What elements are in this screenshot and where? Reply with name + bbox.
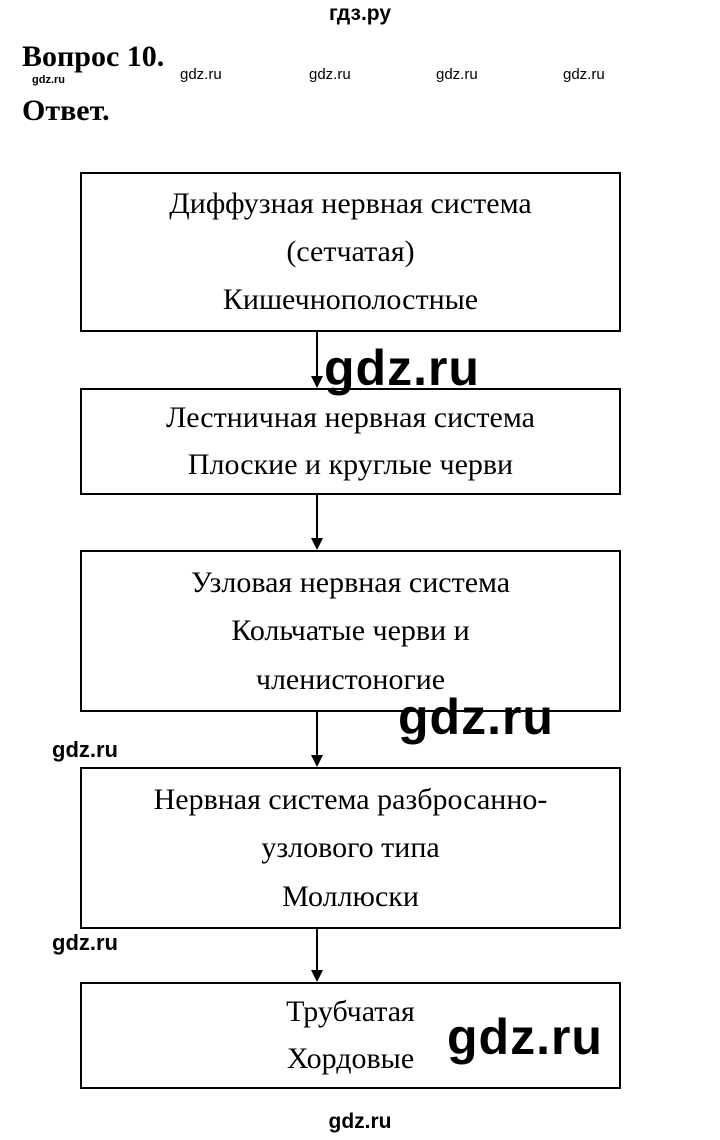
arrow-down-icon — [309, 495, 325, 550]
box-line: (сетчатая) — [286, 235, 415, 268]
box-line: Диффузная нервная система — [169, 187, 532, 220]
box-line: членистоногие — [255, 662, 446, 696]
box-line: Моллюски — [282, 879, 419, 913]
diagram-box-diffuse — [80, 172, 621, 332]
box-line: Узловая нервная система — [190, 565, 511, 599]
arrow-down-icon — [309, 712, 325, 767]
diagram-box-scattered-nodal — [80, 767, 621, 929]
box-line: Трубчатая — [286, 995, 415, 1029]
diagram-box-ladder — [80, 388, 621, 495]
box-line: узлового типа — [261, 831, 440, 864]
watermark-small: gdz.ru — [563, 66, 605, 83]
site-footer: gdz.ru — [328, 1110, 392, 1133]
box-line: Кольчатые черви и — [231, 614, 470, 647]
watermark-big: gdz.ru — [447, 1009, 603, 1065]
watermark-small: gdz.ru — [180, 66, 222, 83]
watermark-mid: gdz.ru — [52, 930, 118, 955]
box-line: Нервная система разбросанно- — [153, 782, 548, 816]
watermark-small: gdz.ru — [32, 74, 65, 86]
question-heading: Вопрос 10. — [22, 40, 165, 73]
watermark-mid: gdz.ru — [52, 737, 118, 762]
box-line: Хордовые — [286, 1041, 415, 1075]
box-line: Лестничная нервная система — [166, 401, 535, 435]
watermark-big: gdz.ru — [324, 340, 480, 396]
answer-heading: Ответ. — [22, 94, 110, 127]
box-line: Плоские и круглые черви — [187, 447, 514, 481]
arrow-down-icon — [309, 929, 325, 982]
arrow-down-icon — [309, 332, 325, 388]
watermark-small: gdz.ru — [436, 66, 478, 83]
site-header: гдз.ру — [328, 2, 392, 25]
box-line: Кишечнополостные — [222, 283, 479, 316]
watermark-small: gdz.ru — [309, 66, 351, 83]
watermark-big: gdz.ru — [398, 689, 554, 745]
